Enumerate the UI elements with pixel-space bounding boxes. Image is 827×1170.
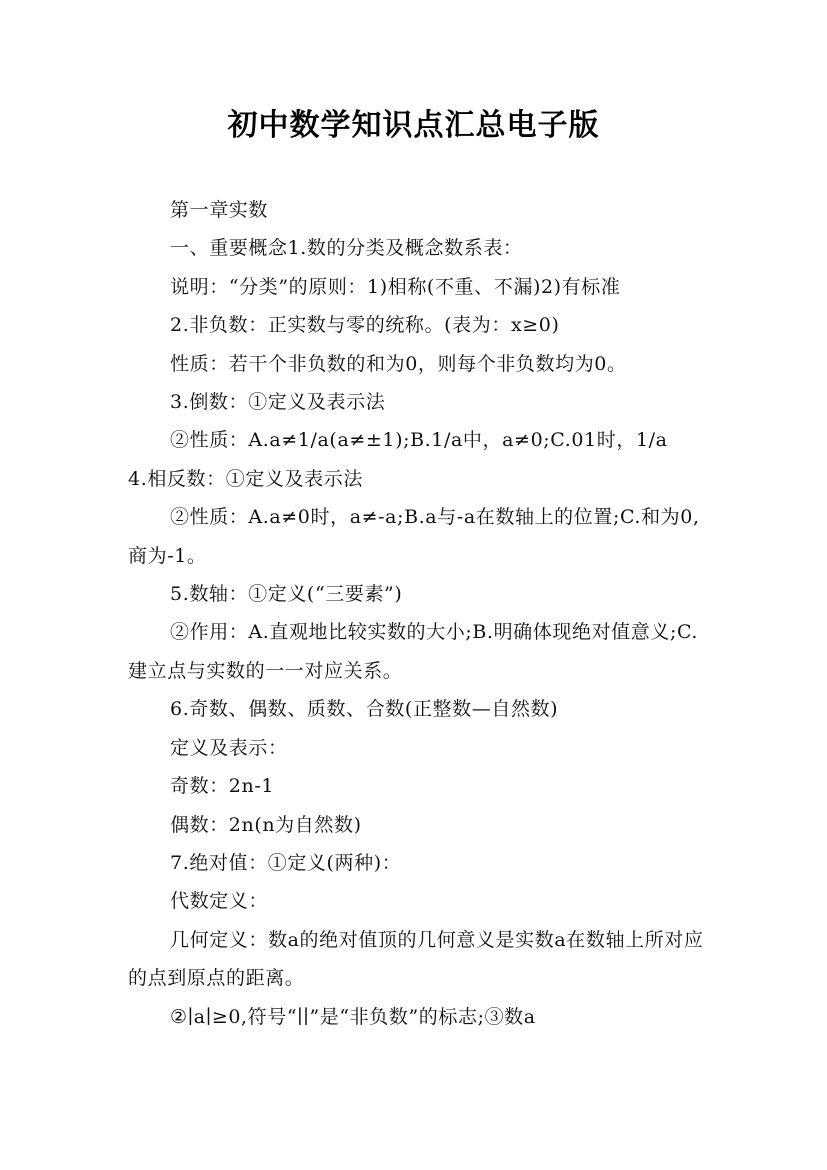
paragraph: ②作用：A.直观地比较实数的大小;B.明确体现绝对值意义;C.建立点与实数的一一对应关系。 bbox=[128, 621, 699, 682]
paragraph: 代数定义： bbox=[170, 890, 269, 913]
paragraph: ②∣a∣≥0,符号“∣∣”是“非负数”的标志;③数a bbox=[170, 1005, 536, 1028]
paragraph: 定义及表示： bbox=[170, 736, 288, 759]
paragraph: 5.数轴：①定义(“三要素”) bbox=[170, 583, 403, 606]
paragraph: 3.倒数：①定义及表示法 bbox=[170, 391, 386, 414]
paragraph: ②性质：A.a≠0时，a≠-a;B.a与-a在数轴上的位置;C.和为0,商为-1。 bbox=[128, 506, 700, 567]
paragraph: 7.绝对值：①定义(两种)： bbox=[170, 851, 402, 874]
document-title: 初中数学知识点汇总电子版 bbox=[227, 108, 600, 143]
paragraph: 性质：若干个非负数的和为0，则每个非负数均为0。 bbox=[170, 352, 627, 375]
paragraph: 说明：“分类”的原则：1)相称(不重、不漏)2)有标准 bbox=[170, 275, 621, 298]
document-body bbox=[128, 191, 708, 1036]
paragraph: 6.奇数、偶数、质数、合数(正整数—自然数) bbox=[170, 698, 559, 721]
paragraph: 一、重要概念1.数的分类及概念数系表： bbox=[170, 237, 523, 260]
paragraph: 几何定义：数a的绝对值顶的几何意义是实数a在数轴上所对应的点到原点的距离。 bbox=[128, 928, 704, 990]
paragraph-chapter-heading: 第一章实数 bbox=[170, 199, 269, 221]
paragraph: 偶数：2n(n为自然数) bbox=[170, 813, 362, 836]
paragraph: ②性质：A.a≠1/a(a≠±1);B.1/a中，a≠0;C.01时，1/a 4.相反数：①定义及表示法 bbox=[128, 429, 707, 490]
paragraph: 奇数：2n-1 bbox=[170, 775, 275, 798]
paragraph: 2.非负数：正实数与零的统称。(表为：x≥0) bbox=[170, 314, 560, 337]
